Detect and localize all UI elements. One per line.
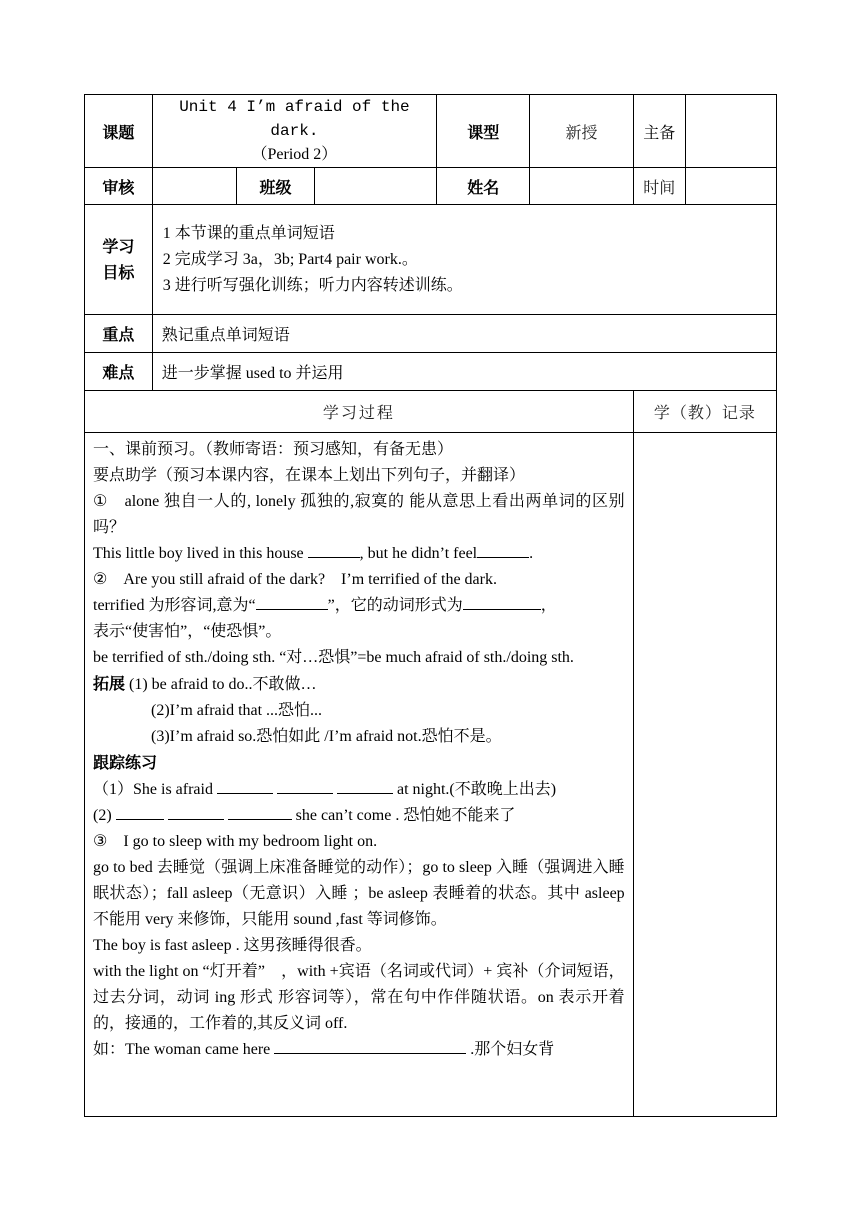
- process-line: 表示“使害怕”，“使恐惧”。: [93, 623, 282, 640]
- text-segment: （1）She is afraid: [93, 781, 217, 798]
- text-segment: at night.(不敢晚上出去): [392, 781, 557, 798]
- review-label: 审核: [85, 168, 153, 205]
- objectives-label: [85, 205, 153, 315]
- text-segment: ”，它的动词形式为: [327, 597, 463, 614]
- prep-label: 主备: [633, 95, 685, 168]
- blank-line: [274, 1052, 466, 1054]
- blank-line: [337, 792, 393, 794]
- difficulties-text: 进一步掌握 used to 并运用: [152, 353, 776, 391]
- practice-label: 跟踪练习: [93, 753, 158, 772]
- name-value: [530, 168, 633, 205]
- process-line: [93, 541, 625, 567]
- key-points-text: 熟记重点单词短语: [152, 315, 776, 353]
- text-segment: ，: [540, 597, 557, 614]
- blank-line: [168, 818, 224, 820]
- review-value: [152, 168, 236, 205]
- objective-item: 1 本节课的重点单词短语: [162, 224, 335, 242]
- objective-item: 3 进行听写强化训练；听力内容转述训练。: [162, 276, 463, 294]
- process-line: go to bed 去睡觉（强调上床准备睡觉的动作）；go to sleep 入睡（强调进入睡眠状态）；fall asleep（无意识）入睡 ；be asleep 表睡着的状态。其中 asleep 不能用 very 来修饰，只能用 sound ,fast 等词修饰。: [93, 859, 625, 928]
- objective-item: 2 完成学习 3a，3b; Part4 pair work.。: [162, 250, 418, 268]
- type-value: 新授: [530, 95, 633, 168]
- extension-item: (3)I’m afraid so.恐怕如此 /I’m afraid not.恐怕不是。: [151, 728, 502, 745]
- process-content: [85, 433, 634, 1117]
- extension-item: (1) be afraid to do..不敢做…: [129, 676, 317, 693]
- process-header: 学习过程: [85, 391, 634, 433]
- key-points-label: 重点: [85, 315, 153, 353]
- difficulties-label: 难点: [85, 353, 153, 391]
- process-line: with the light on “灯开着” ，with +宾语（名词或代词）+ 宾补（介词短语，过去分词，动词 ing 形式 形容词等），常在句中作伴随状语。on 表示开着的，接通的，工作着的,其反义词 off.: [93, 963, 625, 1032]
- process-line: [93, 671, 625, 698]
- blank-line: [217, 792, 273, 794]
- process-line: ① alone 独自一人的, lonely 孤独的,寂寞的 能从意思上看出两单词的区别吗？: [93, 493, 625, 536]
- blank-line: [308, 556, 360, 558]
- course-label: 课题: [85, 95, 153, 168]
- process-line: be terrified of sth./doing sth. “对…恐惧”=be much afraid of sth./doing sth.: [93, 649, 574, 666]
- process-line: [93, 750, 625, 777]
- record-column: [633, 433, 776, 1117]
- blank-line: [277, 792, 333, 794]
- course-title-cell: [152, 95, 436, 168]
- text-segment: This little boy lived in this house: [93, 545, 308, 562]
- prep-value: [685, 95, 776, 168]
- blank-line: [463, 608, 541, 610]
- process-line: 要点助学（预习本课内容，在课本上划出下列句子，并翻译）: [93, 467, 526, 484]
- blank-line: [256, 608, 328, 610]
- type-label: 课型: [437, 95, 530, 168]
- blank-line: [477, 556, 529, 558]
- blank-line: [116, 818, 164, 820]
- process-line: ② Are you still afraid of the dark? I’m terrified of the dark.: [93, 571, 497, 588]
- objectives-label-line1: 学习: [102, 236, 135, 256]
- course-period: （Period 2）: [251, 146, 338, 163]
- process-line: [93, 593, 625, 619]
- extension-label: 拓展: [93, 674, 126, 693]
- blank-line: [228, 818, 292, 820]
- name-label: 姓名: [437, 168, 530, 205]
- process-line: ③ I go to sleep with my bedroom light on.: [93, 833, 378, 850]
- text-segment: terrified 为形容词,意为“: [93, 597, 256, 614]
- class-label: 班级: [237, 168, 315, 205]
- text-segment: , but he didn’t feel: [359, 545, 478, 562]
- process-line: 一、课前预习。（教师寄语：预习感知，有备无患）: [93, 441, 454, 458]
- objectives-content: [152, 205, 776, 315]
- time-label: 时间: [633, 168, 685, 205]
- extension-item: (2)I’m afraid that ...恐怕...: [151, 702, 323, 719]
- process-line: The boy is fast asleep . 这男孩睡得很香。: [93, 937, 372, 954]
- practice-item: [93, 803, 625, 829]
- text-segment: .那个妇女背: [466, 1041, 555, 1058]
- text-segment: 如：The woman came here: [93, 1041, 275, 1058]
- text-segment: .: [529, 545, 534, 562]
- practice-item: [93, 777, 625, 803]
- course-title: Unit 4 I’m afraid of the dark.: [179, 98, 410, 140]
- class-value: [314, 168, 436, 205]
- process-line: [93, 1037, 625, 1063]
- record-header: 学（教）记录: [633, 391, 776, 433]
- text-segment: she can’t come . 恐怕她不能来了: [291, 807, 516, 824]
- lesson-plan-table: [84, 94, 777, 1117]
- time-value: [685, 168, 776, 205]
- objectives-label-line2: 目标: [102, 262, 135, 282]
- text-segment: (2): [93, 807, 116, 824]
